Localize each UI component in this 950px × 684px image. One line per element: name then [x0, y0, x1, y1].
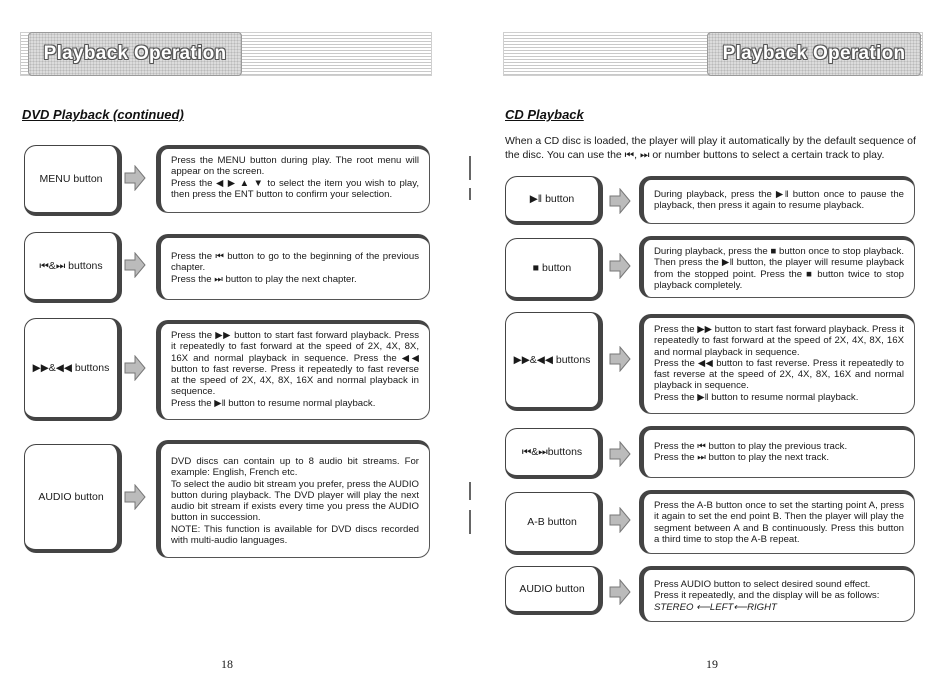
desc-audio-button: DVD discs can contain up to 8 audio bit streams. For example: English, French etc. To select the audio bit stream you prefer, press the AUDIO button during playback. The DVD player will play the next audio bit stream if exists every time you press the AUDIO button in succession. NOTE: This function is available for DVD discs recorded with multi-audio languages. [156, 440, 430, 558]
page-number-left: 18 [221, 657, 233, 671]
label-ab-button: A-B button [505, 492, 603, 555]
label-skip-buttons: ⏮&⏭ buttons [24, 232, 122, 303]
desc-stop-button: During playback, press the ■ button once to stop playback. Then press the ▶ǁ button, the player will resume playback from the stopped point. Press the ■ button twice to stop playback completely. [639, 236, 915, 298]
cd-intro-text: When a CD disc is loaded, the player will play it automatically by the default sequence of the disc. You can use the ⏮, ⏭ or number buttons to select a certain track to play. [505, 135, 916, 161]
desc-skip-buttons-cd: Press the ⏮ button to play the previous track. Press the ⏭ button to play the next track. [639, 426, 915, 478]
arrow-icon [609, 507, 631, 533]
desc-scan-buttons: Press the ▶▶ button to start fast forward playback. Press it repeatedly to fast forward at the speed of 2X, 4X, 8X, 16X and normal playback in sequence. Press the ◀◀ button to fast reverse. Press it repeatedly to fast reverse at the speed of 2X, 4X, 8X, 16X and normal playback in sequence. Press the ▶ǁ button to resume normal playback. [156, 320, 430, 420]
banner-title-right: Playback Operation [707, 32, 921, 76]
audio-mode-sequence: STEREO ⟵LEFT⟵RIGHT [654, 601, 777, 613]
arrow-icon [609, 188, 631, 214]
section-title-cd: CD Playback [505, 107, 584, 122]
section-title-dvd: DVD Playback (continued) [22, 107, 184, 122]
right-page [475, 0, 950, 684]
desc-play-pause-button: During playback, press the ▶ǁ button once to pause the playback, then press it again to resume playback. [639, 176, 915, 224]
arrow-icon [124, 252, 146, 278]
page-gutter [469, 150, 471, 570]
arrow-icon [609, 441, 631, 467]
arrow-icon [124, 165, 146, 191]
arrow-icon [124, 355, 146, 381]
arrow-icon [609, 253, 631, 279]
desc-ab-button: Press the A-B button once to set the starting point A, press it again to set the end point B. Then the player will play the segment between A and B continuously. Press this button a third time to stop the A-B repeat. [639, 490, 915, 554]
arrow-icon [609, 579, 631, 605]
label-stop-button: ■ button [505, 238, 603, 301]
banner-title-left: Playback Operation [28, 32, 242, 76]
label-audio-button-cd: AUDIO button [505, 566, 603, 615]
desc-audio-button-cd: Press AUDIO button to select desired sound effect. Press it repeatedly, and the display will be as follows: STEREO ⟵LEFT⟵RIGHT [639, 566, 915, 622]
section-banner-right [503, 32, 923, 76]
arrow-icon [124, 484, 146, 510]
label-play-pause-button: ▶ǁ button [505, 176, 603, 225]
section-banner-left [20, 32, 432, 76]
label-skip-buttons-cd: ⏮&⏭buttons [505, 428, 603, 479]
desc-skip-buttons: Press the ⏮ button to go to the beginning of the previous chapter. Press the ⏭ button to play the next chapter. [156, 234, 430, 300]
page-number-right: 19 [706, 657, 718, 671]
label-scan-buttons-cd: ▶▶&◀◀ buttons [505, 312, 603, 411]
desc-menu-button: Press the MENU button during play. The root menu will appear on the screen. Press the ◀ ▶ ▲ ▼ to select the item you wish to play, then press the ENT button to confirm your selection. [156, 145, 430, 213]
arrow-icon [609, 346, 631, 372]
label-scan-buttons: ▶▶&◀◀ buttons [24, 318, 122, 421]
left-page [0, 0, 470, 684]
label-menu-button: MENU button [24, 145, 122, 216]
desc-scan-buttons-cd: Press the ▶▶ button to start fast forward playback. Press it repeatedly to fast forward at the speed of 2X, 4X, 8X, 16X and normal playback in sequence. Press the ◀◀ button to fast reverse. Press it repeatedly to fast reverse at the speed of 2X, 4X, 8X, 16X and normal playback in sequence. Press the ▶ǁ button to resume normal playback. [639, 314, 915, 414]
label-audio-button: AUDIO button [24, 444, 122, 553]
